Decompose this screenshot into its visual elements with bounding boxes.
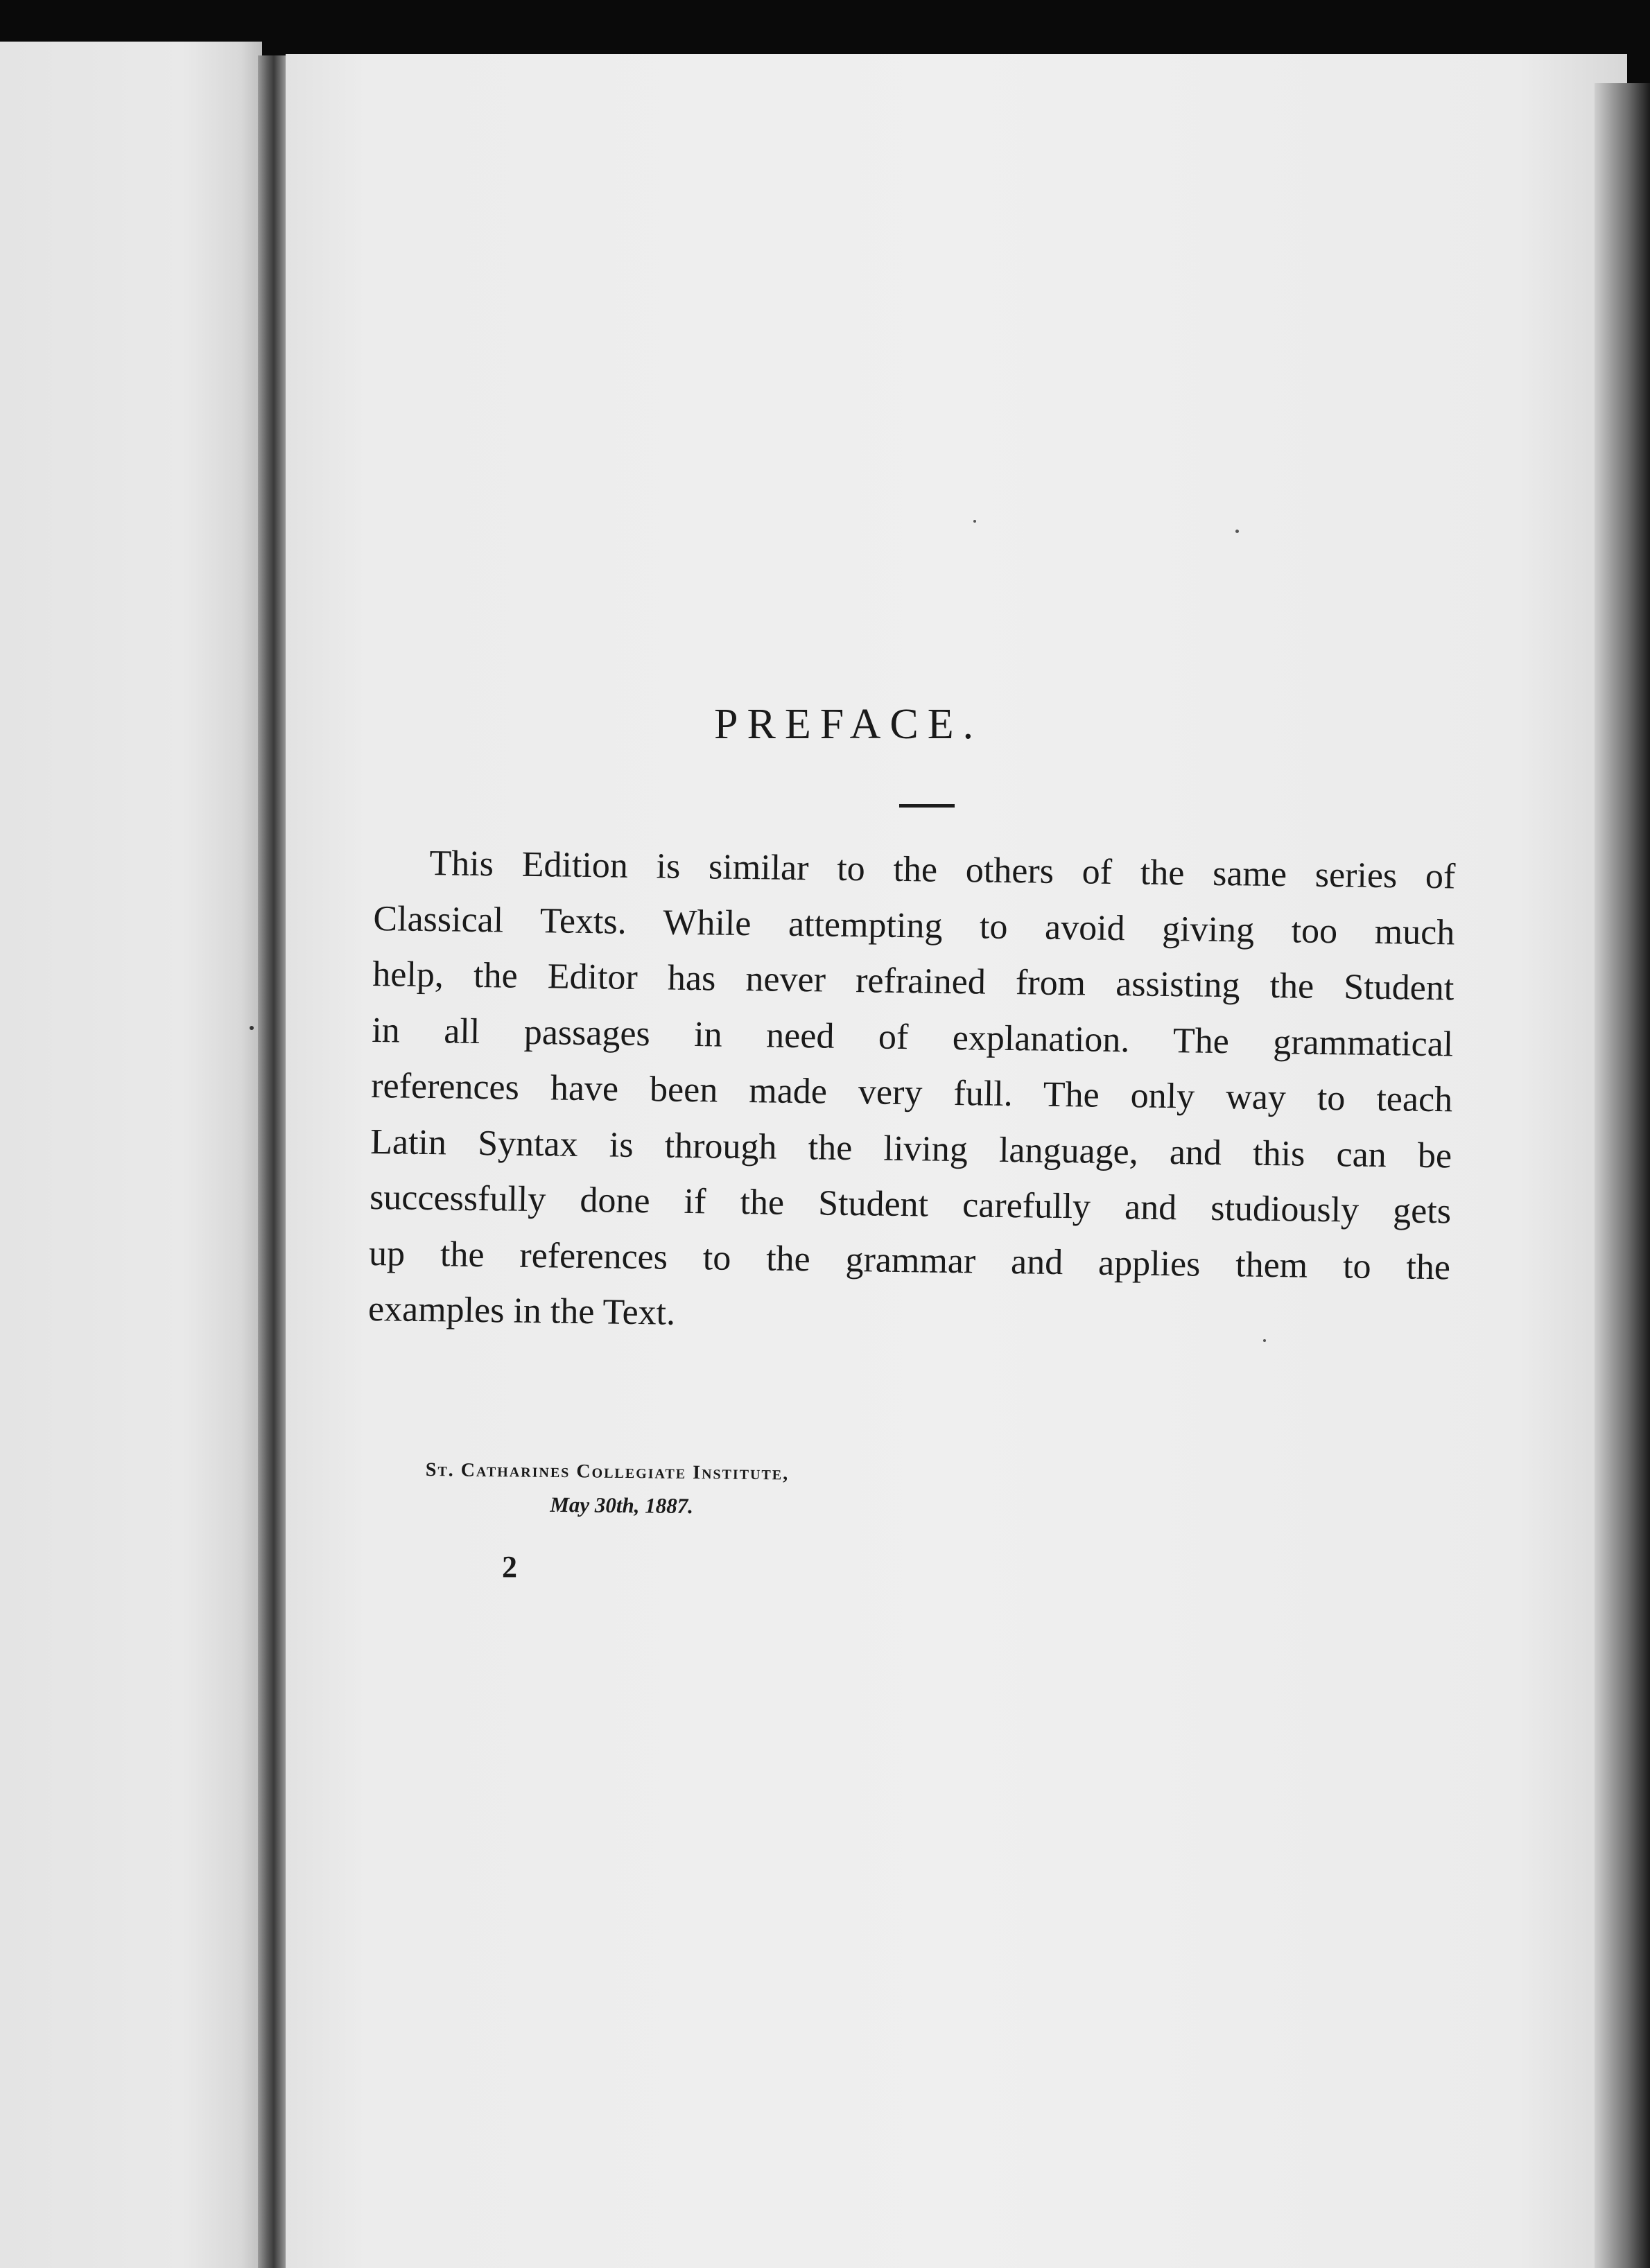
previous-page-edge <box>0 42 262 2268</box>
body-line: references have been made very full. The only way to teach <box>370 1065 1453 1120</box>
body-line: up the references to the grammar and applies them to the <box>368 1233 1451 1287</box>
body-line: examples in the Text. <box>367 1289 676 1333</box>
paper-speck <box>1263 1339 1266 1342</box>
body-line: in all passages in need of explanation. The grammatical <box>371 1010 1454 1064</box>
body-line: help, the Editor has never refrained from assisting the Student <box>372 954 1454 1009</box>
preface-body <box>368 835 1456 1352</box>
preface-heading: PREFACE. <box>714 701 983 748</box>
body-line: Latin Syntax is through the living language, and this can be <box>370 1122 1452 1176</box>
paper-speck <box>250 1026 254 1030</box>
preface-signature <box>425 1459 789 1519</box>
paper-speck <box>1235 530 1239 533</box>
body-line: This Edition is similar to the others of the same series of <box>429 844 1456 897</box>
signature-mark: 2 <box>502 1550 517 1584</box>
page-right-edge <box>1595 83 1650 2268</box>
body-line: Classical Texts. While attempting to avoid giving too much <box>373 898 1455 952</box>
institution-name: St. Catharines Collegiate Institute, <box>425 1459 790 1485</box>
preface-date: May 30th, 1887. <box>550 1492 694 1519</box>
heading-rule <box>899 804 955 808</box>
body-line: successfully done if the Student carefully and studiously gets <box>369 1177 1452 1232</box>
paper-speck <box>973 520 976 523</box>
